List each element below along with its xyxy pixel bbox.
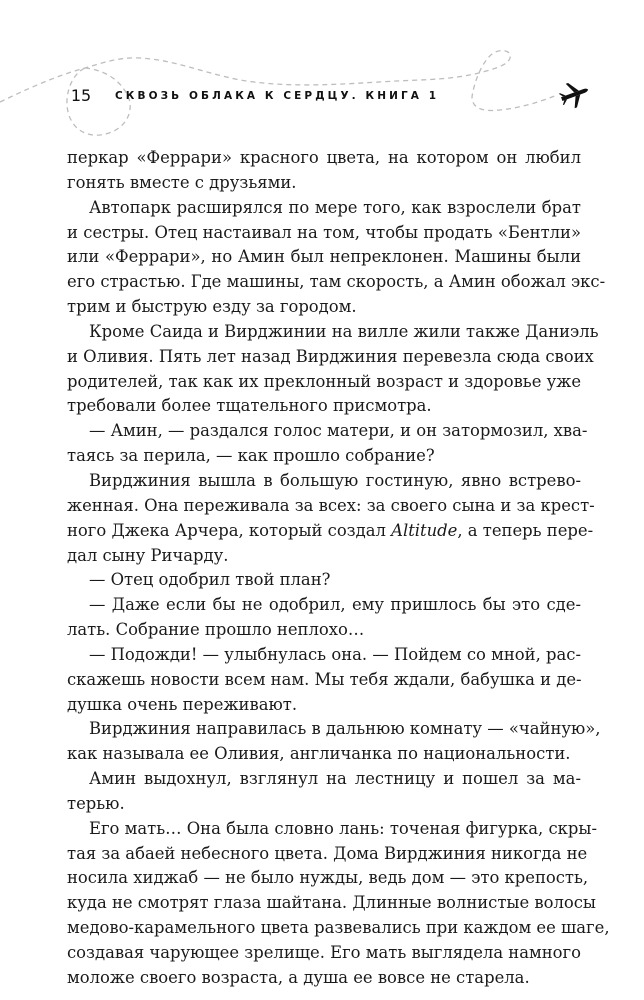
text-fragment: ного Джека Арчера, который создал bbox=[67, 520, 392, 540]
text-line: куда не смотрят глаза шайтана. Длинные волнистые волосы bbox=[67, 893, 596, 913]
text-line: — Даже если бы не одобрил, ему пришлось бы это сде- bbox=[89, 595, 581, 615]
airplane-icon bbox=[556, 77, 592, 111]
text-line: Амин выдохнул, взглянул на лестницу и пошел за ма- bbox=[89, 769, 581, 789]
text-line: Автопарк расширялся по мере того, как взрослели брат bbox=[89, 197, 581, 217]
text-line: Вирджиния вышла в большую гостиную, явно встрево- bbox=[89, 470, 581, 490]
text-line: тая за абаей небесного цвета. Дома Вирджиния никогда не bbox=[67, 843, 588, 863]
text-line: перкар «Феррари» красного цвета, на котором он любил bbox=[67, 148, 581, 167]
dashed-flight-path bbox=[0, 0, 644, 145]
page-number: 15 bbox=[70, 86, 92, 105]
text-line: гонять вместе с друзьями. bbox=[67, 172, 297, 192]
page-header bbox=[0, 0, 644, 145]
text-line: или «Феррари», но Амин был непреклонен. Машины были bbox=[67, 247, 581, 267]
text-line: его страстью. Где машины, там скорость, а Амин обожал экс- bbox=[67, 272, 606, 292]
text-line: как называла ее Оливия, англичанка по национальности. bbox=[67, 744, 571, 764]
text-fragment: , а теперь пере- bbox=[457, 520, 594, 540]
text-line: женная. Она переживала за всех: за своего сына и за крест- bbox=[67, 495, 595, 515]
text-line: требовали более тщательного присмотра. bbox=[67, 396, 432, 416]
text-line: Кроме Саида и Вирджинии на вилле жили также Даниэль bbox=[89, 321, 599, 341]
text-line: терью. bbox=[67, 793, 125, 813]
text-line: душка очень переживают. bbox=[67, 694, 298, 714]
text-line: создавая чарующее зрелище. Его мать выглядела намного bbox=[67, 943, 581, 962]
text-line: — Подожди! — улыбнулась она. — Пойдем со мной, рас- bbox=[89, 644, 581, 664]
text-line: — Отец одобрил твой план? bbox=[89, 570, 331, 590]
text-line: скажешь новости всем нам. Мы тебя ждали, бабушка и де- bbox=[67, 669, 582, 689]
text-line: Вирджиния направилась в дальнюю комнату — «чайную», bbox=[89, 719, 601, 739]
text-line: медово-карамельного цвета развевались при каждом ее шаге, bbox=[67, 918, 610, 938]
text-line: и Оливия. Пять лет назад Вирджиния перевезла сюда своих bbox=[67, 346, 594, 366]
text-line bbox=[67, 519, 594, 544]
italic-title: Altitude bbox=[391, 520, 458, 540]
text-line: моложе своего возраста, а душа ее вовсе не старела. bbox=[67, 967, 530, 987]
text-line: трим и быструю езду за городом. bbox=[67, 297, 357, 317]
text-line: родителей, так как их преклонный возраст и здоровье уже bbox=[67, 371, 582, 391]
text-line: Его мать… Она была словно лань: точеная фигурка, скры- bbox=[89, 818, 597, 838]
body-text bbox=[67, 146, 610, 991]
text-line: носила хиджаб — не было нужды, ведь дом — это крепость, bbox=[67, 868, 589, 888]
text-line: таясь за перила, — как прошло собрание? bbox=[67, 446, 435, 466]
running-title: СКВОЗЬ ОБЛАКА К СЕРДЦУ. КНИГА 1 bbox=[115, 90, 440, 102]
text-line: — Амин, — раздался голос матери, и он затормозил, хва- bbox=[89, 421, 588, 441]
text-line: лать. Собрание прошло неплохо… bbox=[67, 620, 365, 640]
text-line: дал сыну Ричарду. bbox=[67, 545, 229, 565]
text-line: и сестры. Отец настаивал на том, чтобы продать «Бентли» bbox=[67, 222, 581, 242]
